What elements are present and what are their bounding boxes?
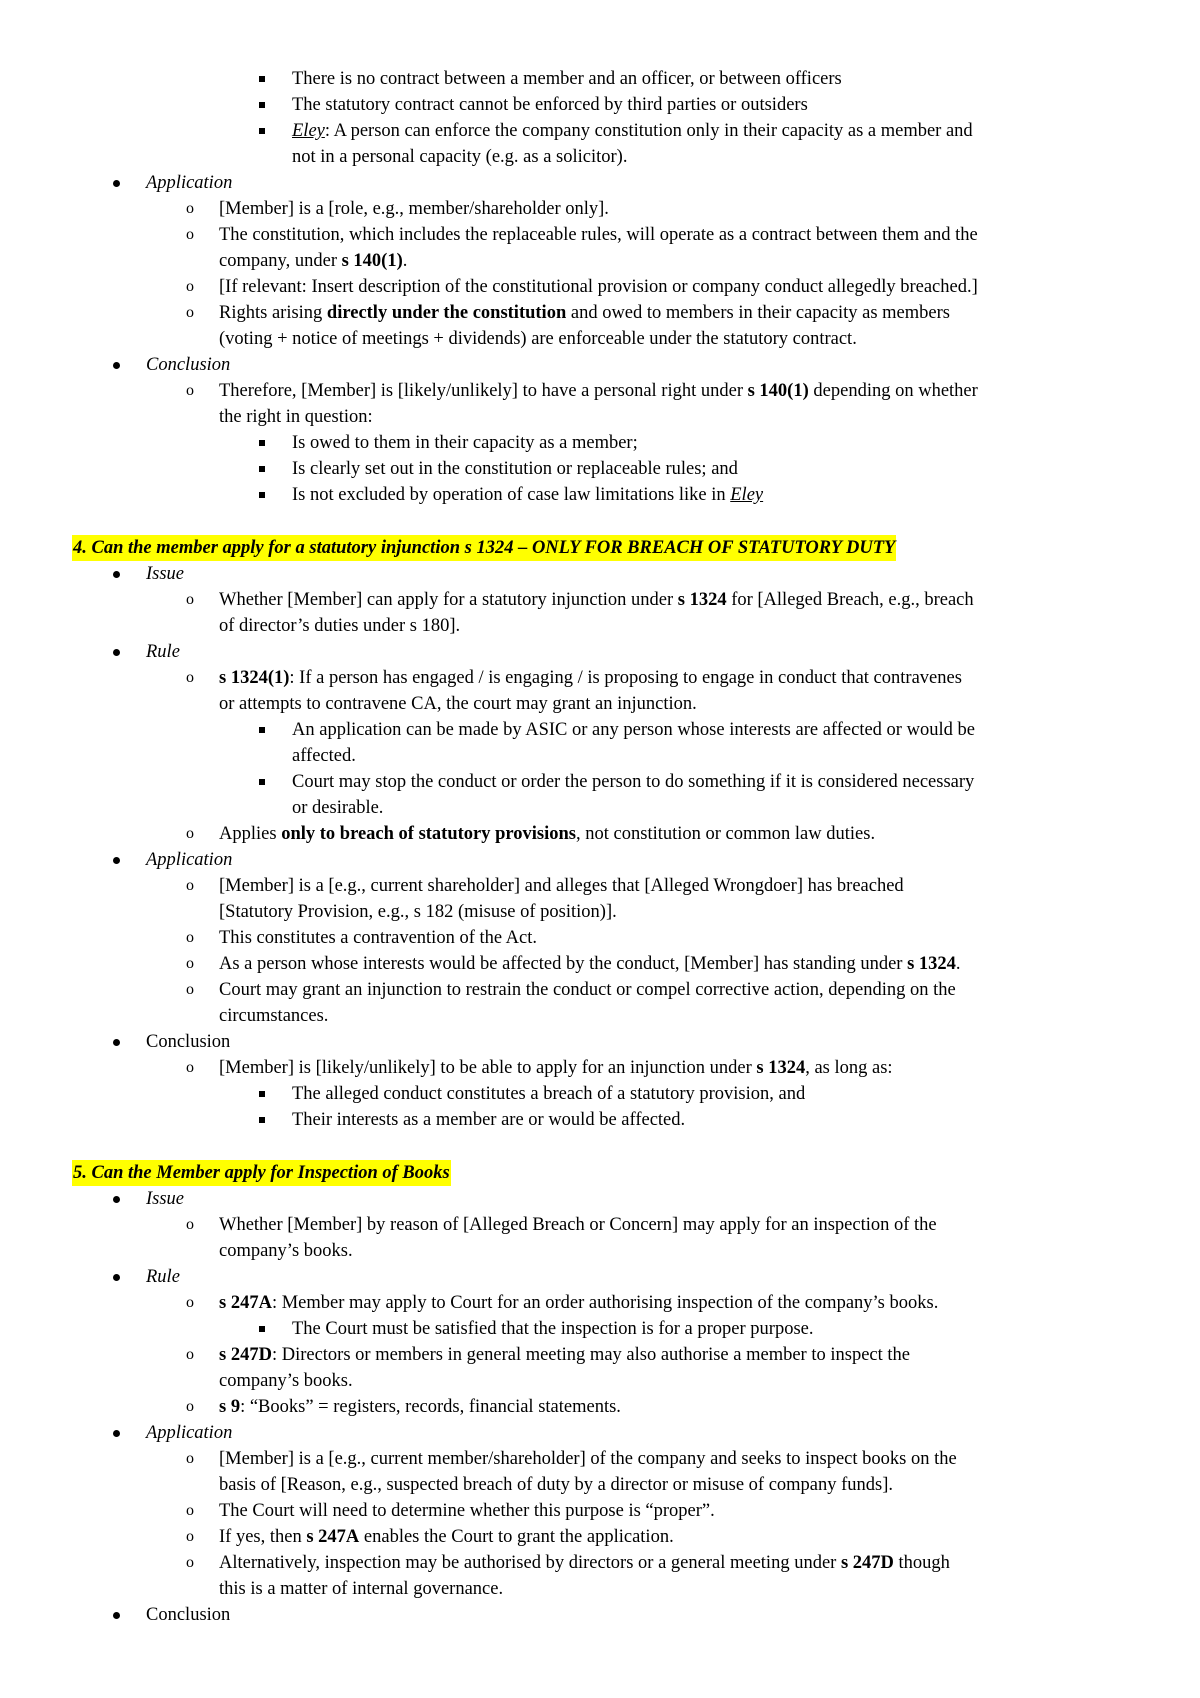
text-run: company’s books. (219, 1371, 353, 1391)
bullet-circle-icon: o (186, 226, 194, 243)
bullet-circle-icon: o (186, 669, 194, 686)
bullet-circle-icon: o (186, 278, 194, 295)
text-run: Rights arising (219, 303, 327, 323)
line-text (292, 743, 356, 769)
bullet-square-icon (259, 76, 265, 82)
line-text (219, 665, 962, 691)
bullet-disc-icon (113, 571, 120, 578)
line-text (219, 1212, 937, 1238)
line-text (146, 1602, 230, 1628)
bullet-disc-icon (113, 1274, 120, 1281)
text-run: The constitution, which includes the replaceable rules, will operate as a contract between them and the (219, 225, 978, 245)
text-run: [If relevant: Insert description of the constitutional provision or company conduct allegedly breached.] (219, 277, 978, 297)
bullet-circle-icon: o (186, 1450, 194, 1467)
line-text (219, 404, 373, 430)
bullet-disc-icon (113, 857, 120, 864)
text-run: basis of [Reason, e.g., suspected breach of duty by a director or misuse of company funds]. (219, 1475, 894, 1495)
text-run: s 140(1) (747, 381, 809, 401)
text-run: 4. Can the member apply for a statutory injunction s 1324 – ONLY FOR BREACH OF STATUTORY DUTY (73, 538, 896, 558)
bullet-square-icon (259, 102, 265, 108)
text-run: Eley (292, 121, 325, 141)
text-run: : If a person has engaged / is engaging / is proposing to engage in conduct that contravenes (289, 668, 962, 688)
text-run: : “Books” = registers, records, financial statements. (240, 1397, 621, 1417)
text-run: Is clearly set out in the constitution or replaceable rules; and (292, 459, 738, 479)
text-run: Rule (146, 642, 180, 662)
text-run: s 247A (306, 1527, 360, 1547)
line-text (72, 535, 896, 561)
text-run: This constitutes a contravention of the Act. (219, 928, 538, 948)
line-text (219, 326, 857, 352)
bullet-circle-icon: o (186, 877, 194, 894)
bullet-disc-icon (113, 1039, 120, 1046)
text-run: (voting + notice of meetings + dividends) are enforceable under the statutory contract. (219, 329, 857, 349)
text-run: , as long as: (805, 1058, 893, 1078)
line-text (219, 951, 961, 977)
bullet-disc-icon (113, 1196, 120, 1203)
text-run: [Member] is a [role, e.g., member/shareholder only]. (219, 199, 609, 219)
line-text (146, 1186, 184, 1212)
bullet-square-icon (259, 1091, 265, 1097)
line-text (219, 1290, 938, 1316)
line-text (219, 1446, 957, 1472)
bullet-circle-icon: o (186, 1059, 194, 1076)
text-run: s 140(1) (341, 251, 403, 271)
line-text (219, 1472, 893, 1498)
text-run: Applies (219, 824, 282, 844)
line-text (292, 717, 975, 743)
text-run: s 1324(1) (219, 668, 290, 688)
bullet-circle-icon: o (186, 1528, 194, 1545)
bullet-circle-icon: o (186, 1346, 194, 1363)
line-text (219, 821, 875, 847)
text-run: of director’s duties under s 180]. (219, 616, 461, 636)
text-run: [Member] is a [e.g., current shareholder] and alleges that [Alleged Wrongdoer] has breached (219, 876, 904, 896)
text-run: Issue (146, 564, 185, 584)
text-run: [Member] is [likely/unlikely] to be able to apply for an injunction under (219, 1058, 757, 1078)
line-text (219, 248, 407, 274)
text-run: : Member may apply to Court for an order authorising inspection of the company’s books. (271, 1293, 939, 1313)
text-run: As a person whose interests would be affected by the conduct, [Member] has standing under (219, 954, 908, 974)
text-run: An application can be made by ASIC or any person whose interests are affected or would be (292, 720, 975, 740)
text-run: directly under the constitution (326, 303, 567, 323)
text-run: : A person can enforce the company constitution only in their capacity as a member and (324, 121, 973, 141)
text-run: depending on whether (808, 381, 978, 401)
text-run: Court may grant an injunction to restrain the conduct or compel corrective action, depending on the (219, 980, 956, 1000)
line-text (219, 613, 460, 639)
line-text (146, 639, 180, 665)
line-text (219, 691, 697, 717)
bullet-square-icon (259, 779, 265, 785)
line-text (219, 1003, 328, 1029)
line-text (72, 1160, 451, 1186)
text-run: Application (146, 850, 233, 870)
text-run: Rule (146, 1267, 180, 1287)
text-run: or desirable. (292, 798, 384, 818)
text-run: Court may stop the conduct or order the person to do something if it is considered necessary (292, 772, 975, 792)
line-text (146, 1029, 230, 1055)
line-text (219, 925, 537, 951)
text-run: enables the Court to grant the application. (359, 1527, 674, 1547)
text-run: the right in question: (219, 407, 373, 427)
text-run: Application (146, 173, 233, 193)
line-text (219, 899, 617, 925)
line-text (292, 1316, 813, 1342)
bullet-square-icon (259, 128, 265, 134)
line-text (292, 92, 808, 118)
bullet-circle-icon: o (186, 200, 194, 217)
text-run: this is a matter of internal governance. (219, 1579, 504, 1599)
text-run: Conclusion (146, 1605, 231, 1625)
line-text (292, 66, 842, 92)
text-run: s 247D (219, 1345, 272, 1365)
text-run: Conclusion (146, 355, 231, 375)
line-text (219, 1576, 503, 1602)
text-run: Their interests as a member are or would be affected. (292, 1110, 686, 1130)
bullet-circle-icon: o (186, 382, 194, 399)
line-text (219, 1524, 674, 1550)
line-text (219, 196, 609, 222)
text-run: . (955, 954, 961, 974)
line-text (146, 1420, 232, 1446)
text-run: [Statutory Provision, e.g., s 182 (misuse of position)]. (219, 902, 617, 922)
line-text (219, 873, 904, 899)
line-text (292, 1081, 805, 1107)
text-run: . (402, 251, 408, 271)
bullet-circle-icon: o (186, 591, 194, 608)
text-run: , not constitution or common law duties. (576, 824, 876, 844)
text-run: not in a personal capacity (e.g. as a solicitor). (292, 147, 628, 167)
text-run: [Member] is a [e.g., current member/shareholder] of the company and seeks to inspect books on the (219, 1449, 957, 1469)
text-run: though (893, 1553, 950, 1573)
line-text (146, 1264, 180, 1290)
line-text (292, 482, 763, 508)
text-run: Therefore, [Member] is [likely/unlikely] to have a personal right under (219, 381, 748, 401)
bullet-circle-icon: o (186, 981, 194, 998)
bullet-circle-icon: o (186, 1216, 194, 1233)
bullet-square-icon (259, 440, 265, 446)
text-run: Is not excluded by operation of case law limitations like in (292, 485, 731, 505)
text-run: s 1324 (677, 590, 727, 610)
bullet-square-icon (259, 727, 265, 733)
bullet-disc-icon (113, 362, 120, 369)
text-run: s 1324 (756, 1058, 806, 1078)
line-text (292, 769, 974, 795)
line-text (219, 378, 978, 404)
text-run: s 247D (840, 1553, 894, 1573)
text-run: only to breach of statutory provisions (281, 824, 577, 844)
bullet-disc-icon (113, 649, 120, 656)
text-run: There is no contract between a member and an officer, or between officers (292, 69, 842, 89)
text-run: Application (146, 1423, 233, 1443)
text-run: circumstances. (219, 1006, 329, 1026)
bullet-square-icon (259, 1326, 265, 1332)
bullet-disc-icon (113, 1430, 120, 1437)
text-run: The Court must be satisfied that the inspection is for a proper purpose. (292, 1319, 814, 1339)
bullet-circle-icon: o (186, 1502, 194, 1519)
bullet-circle-icon: o (186, 304, 194, 321)
line-text (146, 170, 232, 196)
text-run: The Court will need to determine whether this purpose is “proper”. (219, 1501, 715, 1521)
text-run: s 9 (219, 1397, 241, 1417)
bullet-square-icon (259, 1117, 265, 1123)
text-run: company’s books. (219, 1241, 353, 1261)
line-text (292, 456, 738, 482)
bullet-circle-icon: o (186, 955, 194, 972)
text-run: s 247A (219, 1293, 272, 1313)
text-run: 5. Can the Member apply for Inspection of Books (73, 1163, 450, 1183)
line-text (292, 795, 383, 821)
line-text (292, 1107, 685, 1133)
bullet-square-icon (259, 466, 265, 472)
bullet-circle-icon: o (186, 825, 194, 842)
text-run: Alternatively, inspection may be authorised by directors or a general meeting under (219, 1553, 841, 1573)
text-run: s 1324 (907, 954, 956, 974)
line-text (219, 1055, 893, 1081)
text-run: The alleged conduct constitutes a breach of a statutory provision, and (292, 1084, 806, 1104)
text-run: affected. (292, 746, 356, 766)
line-text (146, 847, 232, 873)
text-run: Issue (146, 1189, 185, 1209)
bullet-circle-icon: o (186, 929, 194, 946)
line-text (292, 118, 973, 144)
text-run: Conclusion (146, 1032, 231, 1052)
text-run: If yes, then (219, 1527, 307, 1547)
bullet-square-icon (259, 492, 265, 498)
line-text (219, 587, 974, 613)
text-run: or attempts to contravene CA, the court may grant an injunction. (219, 694, 697, 714)
text-run: company, under (219, 251, 342, 271)
text-run: The statutory contract cannot be enforced by third parties or outsiders (292, 95, 808, 115)
line-text (219, 300, 950, 326)
line-text (219, 1368, 353, 1394)
bullet-disc-icon (113, 1612, 120, 1619)
bullet-circle-icon: o (186, 1554, 194, 1571)
line-text (146, 561, 184, 587)
text-run: Whether [Member] by reason of [Alleged Breach or Concern] may apply for an inspection of the (219, 1215, 937, 1235)
text-run: Whether [Member] can apply for a statutory injunction under (219, 590, 678, 610)
line-text (219, 1342, 910, 1368)
line-text (219, 1394, 621, 1420)
line-text (219, 977, 956, 1003)
text-run: Is owed to them in their capacity as a member; (292, 433, 638, 453)
text-run: for [Alleged Breach, e.g., breach (726, 590, 974, 610)
text-run: : Directors or members in general meeting may also authorise a member to inspect the (271, 1345, 910, 1365)
bullet-circle-icon: o (186, 1294, 194, 1311)
line-text (219, 222, 978, 248)
line-text (219, 1498, 715, 1524)
line-text (219, 1550, 950, 1576)
text-run: Eley (730, 485, 764, 505)
line-text (292, 430, 638, 456)
bullet-disc-icon (113, 180, 120, 187)
line-text (219, 1238, 353, 1264)
text-run: and owed to members in their capacity as members (566, 303, 950, 323)
line-text (219, 274, 978, 300)
line-text (146, 352, 230, 378)
bullet-circle-icon: o (186, 1398, 194, 1415)
line-text (292, 144, 627, 170)
